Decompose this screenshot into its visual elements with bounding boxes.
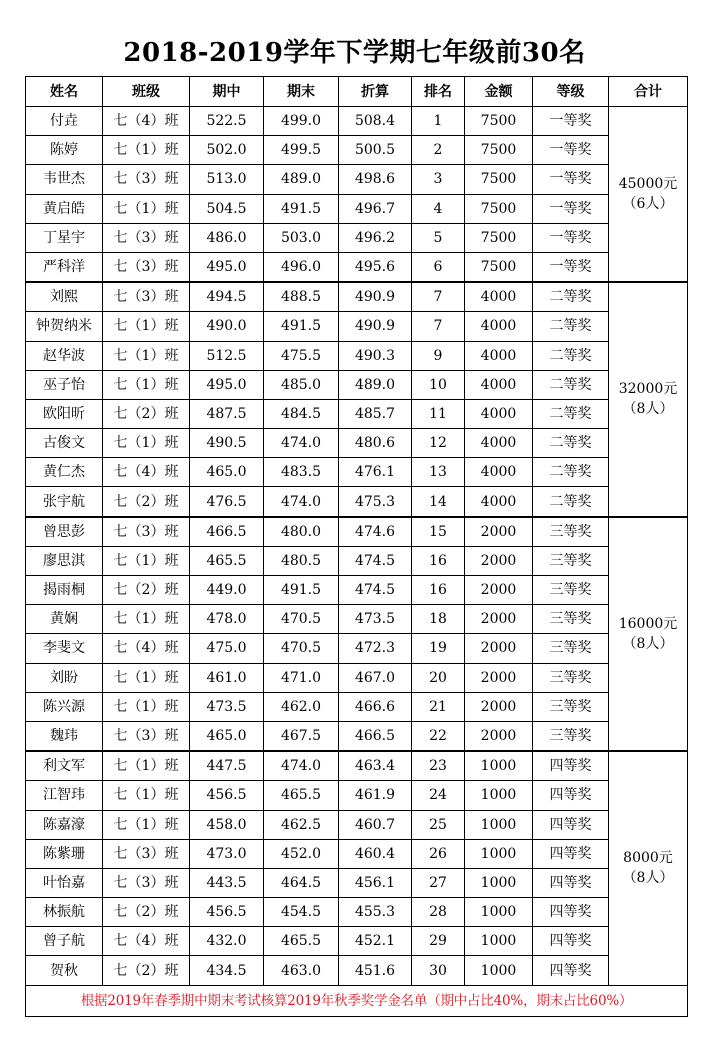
cell-level: 二等奖	[533, 458, 609, 487]
table-row	[26, 634, 688, 663]
cell-level: 三等奖	[533, 546, 609, 575]
cell-class: 七（1）班	[103, 663, 190, 692]
cell-name: 叶怡嘉	[26, 868, 103, 897]
cell-weighted: 463.4	[339, 751, 412, 781]
cell-weighted: 466.6	[339, 692, 412, 721]
cell-rank: 7	[412, 282, 465, 312]
cell-amount: 4000	[465, 370, 533, 399]
cell-rank: 13	[412, 458, 465, 487]
table-row	[26, 458, 688, 487]
header-weighted: 折算	[339, 77, 412, 107]
cell-midterm: 432.0	[190, 927, 264, 956]
cell-weighted: 460.4	[339, 839, 412, 868]
cell-rank: 19	[412, 634, 465, 663]
cell-midterm: 513.0	[190, 165, 264, 194]
cell-weighted: 474.5	[339, 576, 412, 605]
cell-name: 贺秋	[26, 956, 103, 985]
cell-amount: 4000	[465, 282, 533, 312]
cell-name: 钟贺纳米	[26, 312, 103, 341]
cell-final: 470.5	[264, 605, 339, 634]
cell-amount: 2000	[465, 721, 533, 751]
table-row	[26, 312, 688, 341]
table-row	[26, 399, 688, 428]
cell-weighted: 500.5	[339, 136, 412, 165]
table-row	[26, 165, 688, 194]
cell-midterm: 490.5	[190, 429, 264, 458]
cell-midterm: 461.0	[190, 663, 264, 692]
cell-name: 陈嘉濠	[26, 810, 103, 839]
table-row	[26, 605, 688, 634]
cell-class: 七（3）班	[103, 721, 190, 751]
cell-final: 499.0	[264, 107, 339, 136]
cell-rank: 12	[412, 429, 465, 458]
cell-rank: 9	[412, 341, 465, 370]
cell-amount: 1000	[465, 751, 533, 781]
cell-weighted: 508.4	[339, 107, 412, 136]
cell-level: 四等奖	[533, 751, 609, 781]
header-name: 姓名	[26, 77, 103, 107]
cell-level: 四等奖	[533, 781, 609, 810]
cell-name: 丁星宇	[26, 223, 103, 252]
cell-weighted: 461.9	[339, 781, 412, 810]
cell-rank: 29	[412, 927, 465, 956]
cell-level: 四等奖	[533, 839, 609, 868]
cell-name: 李斐文	[26, 634, 103, 663]
cell-class: 七（1）班	[103, 136, 190, 165]
table-row	[26, 282, 688, 312]
cell-class: 七（1）班	[103, 810, 190, 839]
cell-amount: 4000	[465, 429, 533, 458]
header-row	[26, 77, 688, 107]
cell-name: 陈紫珊	[26, 839, 103, 868]
header-rank: 排名	[412, 77, 465, 107]
cell-name: 黄仁杰	[26, 458, 103, 487]
cell-midterm: 504.5	[190, 194, 264, 223]
cell-level: 二等奖	[533, 282, 609, 312]
cell-name: 欧阳昕	[26, 399, 103, 428]
table-row	[26, 663, 688, 692]
cell-rank: 10	[412, 370, 465, 399]
cell-level: 一等奖	[533, 194, 609, 223]
cell-weighted: 496.2	[339, 223, 412, 252]
cell-final: 485.0	[264, 370, 339, 399]
cell-amount: 2000	[465, 576, 533, 605]
table-row	[26, 839, 688, 868]
header-amount: 金额	[465, 77, 533, 107]
table-row	[26, 721, 688, 751]
cell-level: 三等奖	[533, 721, 609, 751]
cell-name: 黄娴	[26, 605, 103, 634]
cell-midterm: 495.0	[190, 252, 264, 282]
cell-amount: 7500	[465, 165, 533, 194]
group-total-amount: 32000元	[618, 381, 678, 398]
cell-amount: 4000	[465, 341, 533, 370]
cell-class: 七（3）班	[103, 517, 190, 547]
table-row	[26, 751, 688, 781]
cell-level: 四等奖	[533, 810, 609, 839]
table-row	[26, 576, 688, 605]
cell-final: 462.0	[264, 692, 339, 721]
cell-amount: 2000	[465, 517, 533, 547]
cell-weighted: 490.9	[339, 282, 412, 312]
cell-amount: 7500	[465, 136, 533, 165]
cell-midterm: 456.5	[190, 898, 264, 927]
cell-class: 七（1）班	[103, 341, 190, 370]
cell-level: 三等奖	[533, 663, 609, 692]
cell-class: 七（3）班	[103, 839, 190, 868]
table-row	[26, 370, 688, 399]
cell-level: 二等奖	[533, 341, 609, 370]
cell-class: 七（4）班	[103, 458, 190, 487]
cell-class: 七（1）班	[103, 194, 190, 223]
cell-weighted: 496.7	[339, 194, 412, 223]
cell-class: 七（3）班	[103, 252, 190, 282]
cell-class: 七（2）班	[103, 487, 190, 517]
cell-amount: 4000	[465, 487, 533, 517]
cell-rank: 20	[412, 663, 465, 692]
cell-final: 474.0	[264, 429, 339, 458]
cell-name: 廖思淇	[26, 546, 103, 575]
cell-amount: 1000	[465, 956, 533, 985]
cell-amount: 7500	[465, 252, 533, 282]
cell-weighted: 480.6	[339, 429, 412, 458]
cell-name: 魏玮	[26, 721, 103, 751]
cell-name: 严科洋	[26, 252, 103, 282]
cell-midterm: 458.0	[190, 810, 264, 839]
cell-class: 七（2）班	[103, 898, 190, 927]
cell-rank: 16	[412, 576, 465, 605]
group-total-amount: 16000元	[618, 615, 678, 632]
cell-amount: 2000	[465, 546, 533, 575]
cell-name: 张宇航	[26, 487, 103, 517]
group-total-people: （8人）	[622, 635, 674, 652]
cell-weighted: 451.6	[339, 956, 412, 985]
group-total-people: （6人）	[622, 196, 674, 213]
cell-weighted: 490.9	[339, 312, 412, 341]
cell-weighted: 456.1	[339, 868, 412, 897]
cell-class: 七（1）班	[103, 781, 190, 810]
cell-final: 499.5	[264, 136, 339, 165]
cell-final: 491.5	[264, 312, 339, 341]
cell-class: 七（1）班	[103, 312, 190, 341]
cell-amount: 1000	[465, 810, 533, 839]
cell-weighted: 472.3	[339, 634, 412, 663]
table-row	[26, 927, 688, 956]
cell-rank: 5	[412, 223, 465, 252]
table-body	[26, 107, 688, 986]
cell-final: 471.0	[264, 663, 339, 692]
group-total-amount: 8000元	[623, 850, 673, 867]
cell-weighted: 474.6	[339, 517, 412, 547]
cell-amount: 1000	[465, 781, 533, 810]
cell-level: 一等奖	[533, 165, 609, 194]
header-midterm: 期中	[190, 77, 264, 107]
cell-name: 韦世杰	[26, 165, 103, 194]
cell-class: 七（4）班	[103, 107, 190, 136]
cell-level: 三等奖	[533, 692, 609, 721]
cell-rank: 1	[412, 107, 465, 136]
cell-rank: 15	[412, 517, 465, 547]
group-total	[609, 107, 688, 283]
cell-name: 陈婷	[26, 136, 103, 165]
cell-midterm: 522.5	[190, 107, 264, 136]
cell-name: 林振航	[26, 898, 103, 927]
cell-final: 452.0	[264, 839, 339, 868]
cell-amount: 2000	[465, 634, 533, 663]
cell-midterm: 447.5	[190, 751, 264, 781]
cell-weighted: 485.7	[339, 399, 412, 428]
cell-weighted: 474.5	[339, 546, 412, 575]
cell-class: 七（2）班	[103, 399, 190, 428]
cell-final: 480.0	[264, 517, 339, 547]
cell-class: 七（1）班	[103, 605, 190, 634]
cell-rank: 3	[412, 165, 465, 194]
cell-level: 二等奖	[533, 399, 609, 428]
cell-final: 470.5	[264, 634, 339, 663]
cell-class: 七（1）班	[103, 370, 190, 399]
table-row	[26, 546, 688, 575]
cell-final: 474.0	[264, 487, 339, 517]
group-total-people: （8人）	[622, 870, 674, 887]
cell-midterm: 434.5	[190, 956, 264, 985]
footer-note: 根据2019年春季期中期末考试核算2019年秋季奖学金名单（期中占比40%，期末占比60%）	[26, 985, 688, 1016]
cell-rank: 23	[412, 751, 465, 781]
cell-midterm: 449.0	[190, 576, 264, 605]
cell-name: 江智玮	[26, 781, 103, 810]
cell-midterm: 466.5	[190, 517, 264, 547]
cell-class: 七（3）班	[103, 223, 190, 252]
cell-midterm: 502.0	[190, 136, 264, 165]
cell-name: 利文军	[26, 751, 103, 781]
table-row	[26, 487, 688, 517]
cell-rank: 22	[412, 721, 465, 751]
cell-midterm: 473.0	[190, 839, 264, 868]
group-total	[609, 282, 688, 517]
cell-level: 三等奖	[533, 517, 609, 547]
cell-final: 489.0	[264, 165, 339, 194]
group-total-amount: 45000元	[618, 176, 678, 193]
cell-final: 484.5	[264, 399, 339, 428]
cell-level: 四等奖	[533, 898, 609, 927]
cell-level: 三等奖	[533, 634, 609, 663]
table-row	[26, 341, 688, 370]
cell-final: 462.5	[264, 810, 339, 839]
header-final: 期末	[264, 77, 339, 107]
cell-amount: 7500	[465, 194, 533, 223]
cell-rank: 4	[412, 194, 465, 223]
cell-final: 496.0	[264, 252, 339, 282]
cell-weighted: 452.1	[339, 927, 412, 956]
cell-level: 二等奖	[533, 487, 609, 517]
cell-final: 491.5	[264, 576, 339, 605]
cell-weighted: 495.6	[339, 252, 412, 282]
cell-rank: 30	[412, 956, 465, 985]
cell-final: 475.5	[264, 341, 339, 370]
table-row	[26, 692, 688, 721]
cell-class: 七（3）班	[103, 868, 190, 897]
cell-class: 七（1）班	[103, 692, 190, 721]
cell-level: 一等奖	[533, 252, 609, 282]
cell-final: 465.5	[264, 927, 339, 956]
cell-name: 揭雨桐	[26, 576, 103, 605]
table-row	[26, 898, 688, 927]
cell-level: 四等奖	[533, 868, 609, 897]
cell-midterm: 476.5	[190, 487, 264, 517]
cell-amount: 4000	[465, 312, 533, 341]
cell-class: 七（1）班	[103, 751, 190, 781]
cell-weighted: 476.1	[339, 458, 412, 487]
cell-class: 七（3）班	[103, 165, 190, 194]
cell-amount: 4000	[465, 458, 533, 487]
cell-midterm: 486.0	[190, 223, 264, 252]
cell-rank: 28	[412, 898, 465, 927]
table-row	[26, 810, 688, 839]
cell-level: 一等奖	[533, 107, 609, 136]
cell-name: 曾思彭	[26, 517, 103, 547]
cell-class: 七（2）班	[103, 956, 190, 985]
cell-class: 七（4）班	[103, 927, 190, 956]
cell-class: 七（2）班	[103, 576, 190, 605]
cell-class: 七（3）班	[103, 282, 190, 312]
group-total-people: （8人）	[622, 401, 674, 418]
cell-rank: 27	[412, 868, 465, 897]
cell-amount: 1000	[465, 868, 533, 897]
group-total	[609, 517, 688, 752]
table-row	[26, 194, 688, 223]
cell-level: 二等奖	[533, 312, 609, 341]
cell-final: 491.5	[264, 194, 339, 223]
table-row	[26, 517, 688, 547]
cell-class: 七（1）班	[103, 429, 190, 458]
cell-rank: 6	[412, 252, 465, 282]
cell-amount: 2000	[465, 692, 533, 721]
cell-name: 赵华波	[26, 341, 103, 370]
cell-rank: 2	[412, 136, 465, 165]
cell-weighted: 473.5	[339, 605, 412, 634]
cell-name: 黄启皓	[26, 194, 103, 223]
cell-amount: 7500	[465, 107, 533, 136]
cell-final: 464.5	[264, 868, 339, 897]
cell-amount: 4000	[465, 399, 533, 428]
cell-amount: 7500	[465, 223, 533, 252]
cell-midterm: 512.5	[190, 341, 264, 370]
cell-midterm: 478.0	[190, 605, 264, 634]
header-class: 班级	[103, 77, 190, 107]
cell-level: 四等奖	[533, 927, 609, 956]
header-total: 合计	[609, 77, 688, 107]
cell-final: 474.0	[264, 751, 339, 781]
cell-midterm: 465.0	[190, 721, 264, 751]
cell-rank: 18	[412, 605, 465, 634]
cell-weighted: 498.6	[339, 165, 412, 194]
cell-rank: 14	[412, 487, 465, 517]
ranking-table	[25, 76, 688, 1017]
cell-midterm: 443.5	[190, 868, 264, 897]
cell-level: 二等奖	[533, 429, 609, 458]
group-total	[609, 751, 688, 985]
cell-level: 三等奖	[533, 605, 609, 634]
cell-rank: 16	[412, 546, 465, 575]
cell-level: 一等奖	[533, 136, 609, 165]
cell-name: 付垚	[26, 107, 103, 136]
cell-rank: 26	[412, 839, 465, 868]
cell-weighted: 467.0	[339, 663, 412, 692]
cell-rank: 21	[412, 692, 465, 721]
cell-final: 463.0	[264, 956, 339, 985]
table-row	[26, 252, 688, 282]
cell-final: 503.0	[264, 223, 339, 252]
cell-amount: 1000	[465, 927, 533, 956]
table-row	[26, 429, 688, 458]
cell-amount: 2000	[465, 663, 533, 692]
cell-midterm: 495.0	[190, 370, 264, 399]
cell-midterm: 456.5	[190, 781, 264, 810]
cell-midterm: 475.0	[190, 634, 264, 663]
cell-midterm: 494.5	[190, 282, 264, 312]
table-row	[26, 956, 688, 985]
cell-amount: 2000	[465, 605, 533, 634]
footer-row	[26, 985, 688, 1016]
header-level: 等级	[533, 77, 609, 107]
cell-name: 曾子航	[26, 927, 103, 956]
cell-weighted: 460.7	[339, 810, 412, 839]
cell-final: 488.5	[264, 282, 339, 312]
cell-class: 七（1）班	[103, 546, 190, 575]
cell-name: 刘熙	[26, 282, 103, 312]
cell-amount: 1000	[465, 839, 533, 868]
cell-weighted: 475.3	[339, 487, 412, 517]
cell-final: 467.5	[264, 721, 339, 751]
table-row	[26, 223, 688, 252]
cell-name: 刘盼	[26, 663, 103, 692]
table-row	[26, 868, 688, 897]
cell-rank: 7	[412, 312, 465, 341]
cell-weighted: 455.3	[339, 898, 412, 927]
cell-midterm: 487.5	[190, 399, 264, 428]
cell-final: 483.5	[264, 458, 339, 487]
cell-midterm: 465.0	[190, 458, 264, 487]
cell-name: 巫子怡	[26, 370, 103, 399]
cell-weighted: 466.5	[339, 721, 412, 751]
table-row	[26, 136, 688, 165]
cell-level: 一等奖	[533, 223, 609, 252]
cell-level: 三等奖	[533, 576, 609, 605]
cell-level: 四等奖	[533, 956, 609, 985]
cell-class: 七（4）班	[103, 634, 190, 663]
table-row	[26, 107, 688, 136]
cell-weighted: 490.3	[339, 341, 412, 370]
cell-amount: 1000	[465, 898, 533, 927]
cell-midterm: 473.5	[190, 692, 264, 721]
cell-name: 古俊文	[26, 429, 103, 458]
cell-level: 二等奖	[533, 370, 609, 399]
cell-name: 陈兴源	[26, 692, 103, 721]
cell-weighted: 489.0	[339, 370, 412, 399]
cell-final: 465.5	[264, 781, 339, 810]
cell-rank: 24	[412, 781, 465, 810]
cell-midterm: 465.5	[190, 546, 264, 575]
cell-rank: 11	[412, 399, 465, 428]
cell-final: 480.5	[264, 546, 339, 575]
cell-final: 454.5	[264, 898, 339, 927]
cell-rank: 25	[412, 810, 465, 839]
cell-midterm: 490.0	[190, 312, 264, 341]
page-title: 2018-2019学年下学期七年级前30名	[123, 38, 586, 68]
table-row	[26, 781, 688, 810]
